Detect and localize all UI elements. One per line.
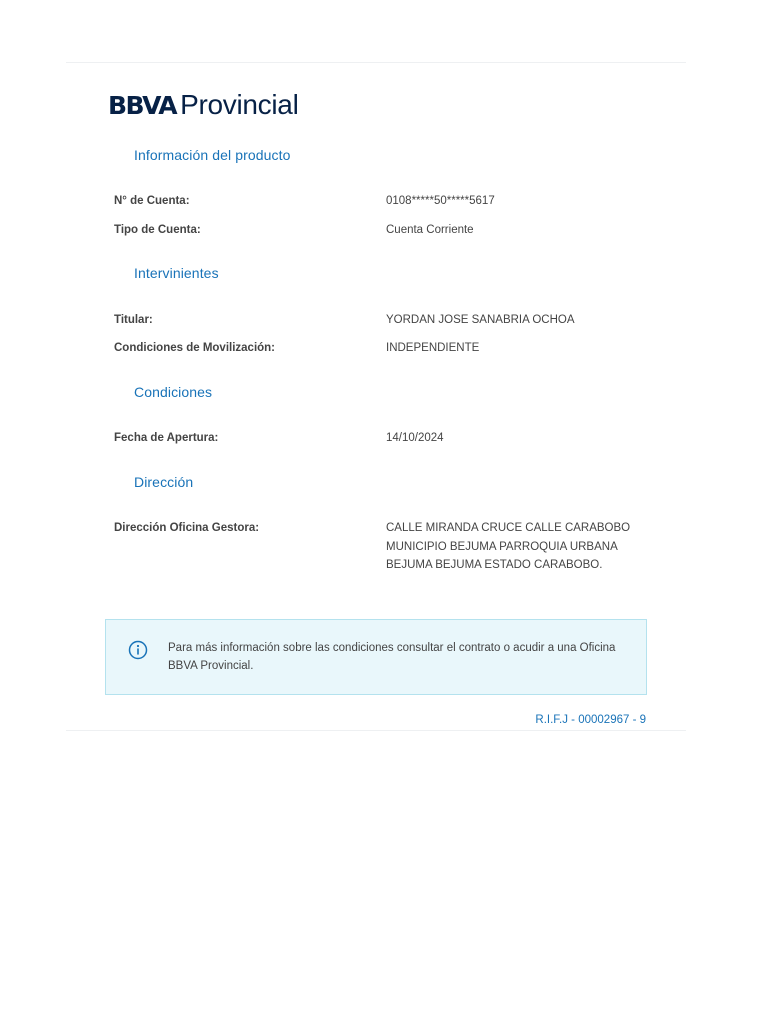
section-title-producto: Información del producto [134,147,291,163]
info-notice-text: Para más información sobre las condiciones consultar el contrato o acudir a una Oficina BBVA Provincial. [168,642,616,672]
rifj-number: R.I.F.J - 00002967 - 9 [535,714,646,726]
label-direccion-oficina: Dirección Oficina Gestora: [114,522,260,534]
label-tipo-cuenta: Tipo de Cuenta: [114,224,201,236]
label-titular: Titular: [114,314,153,326]
logo-brand: BBVA [108,91,177,120]
logo-name: Provincial [180,89,299,120]
label-condiciones-movilizacion: Condiciones de Movilización: [114,342,276,354]
section-title-intervinientes: Intervinientes [134,265,219,281]
info-notice [105,619,647,695]
section-title-direccion: Dirección [134,474,194,490]
top-divider [66,62,686,63]
section-title-condiciones: Condiciones [134,384,213,400]
value-tipo-cuenta: Cuenta Corriente [386,224,474,236]
value-numero-cuenta: 0108*****50*****5617 [386,195,495,207]
value-condiciones-movilizacion: INDEPENDIENTE [386,342,480,354]
label-numero-cuenta: N° de Cuenta: [114,195,190,207]
info-circle-icon [128,640,148,660]
value-fecha-apertura: 14/10/2024 [386,432,444,444]
bbva-provincial-logo [108,88,299,122]
bottom-divider [66,730,686,731]
label-fecha-apertura: Fecha de Apertura: [114,432,219,444]
value-direccion-oficina: CALLE MIRANDA CRUCE CALLE CARABOBO MUNICIPIO BEJUMA PARROQUIA URBANA BEJUMA BEJUMA ESTADO CARABOBO. [386,522,631,571]
value-titular: YORDAN JOSE SANABRIA OCHOA [386,314,575,326]
